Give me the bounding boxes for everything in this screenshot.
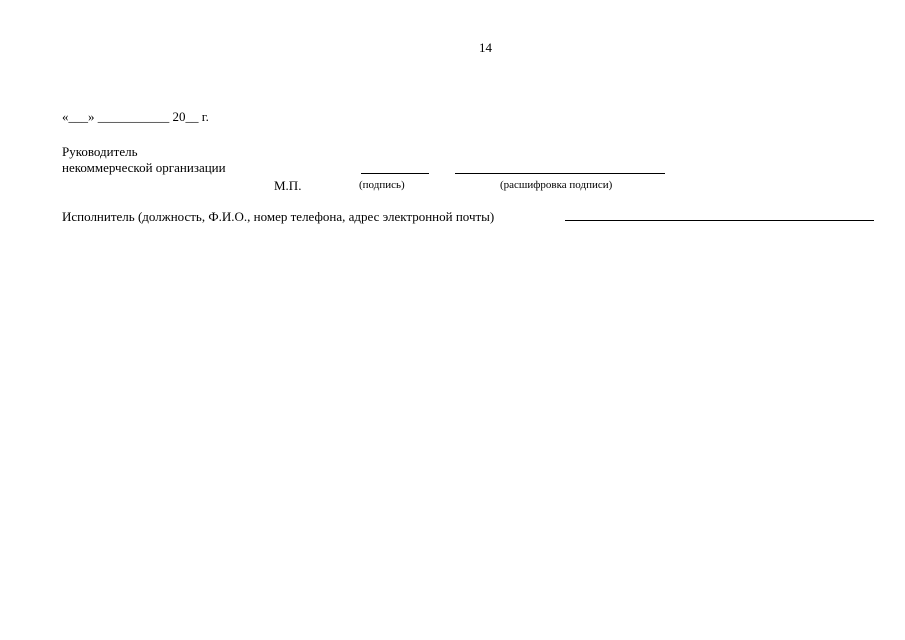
signatory-title-line2: некоммерческой организации bbox=[62, 160, 226, 175]
signature-decoding-blank-line bbox=[455, 173, 665, 174]
executor-blank-line bbox=[565, 220, 874, 221]
date-line: «___» ___________ 20__ г. bbox=[62, 109, 209, 124]
page-number: 14 bbox=[479, 40, 492, 55]
signature-blank-line bbox=[361, 173, 429, 174]
decoding-caption: (расшифровка подписи) bbox=[500, 179, 613, 191]
signature-caption: (подпись) bbox=[359, 179, 405, 191]
executor-label: Исполнитель (должность, Ф.И.О., номер телефона, адрес электронной почты) bbox=[62, 209, 495, 224]
stamp-label: М.П. bbox=[274, 178, 302, 193]
signatory-title-line1: Руководитель bbox=[62, 144, 138, 159]
